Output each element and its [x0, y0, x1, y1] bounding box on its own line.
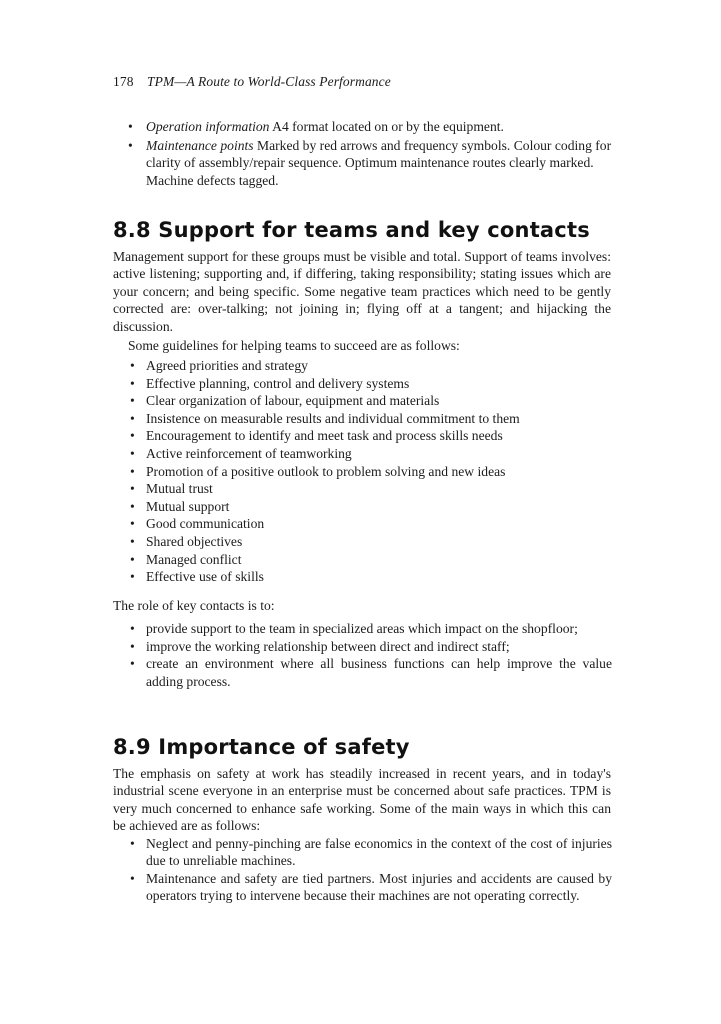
- list-item: • Managed conflict: [128, 551, 612, 569]
- list-item: • Mutual support: [128, 498, 612, 516]
- list-item: • Clear organization of labour, equipment and materials: [128, 392, 612, 410]
- list-item: • Maintenance and safety are tied partners. Most injuries and accidents are caused by operators trying to intervene because their machines are not operating correctly.: [128, 870, 612, 905]
- top-bullet-list: [126, 118, 613, 190]
- list-item: • provide support to the team in specialized areas which impact on the shopfloor;: [128, 620, 612, 638]
- guidelines-intro: Some guidelines for helping teams to succeed are as follows:: [128, 338, 460, 353]
- section-heading-safety: 8.9 Importance of safety: [113, 735, 410, 759]
- list-item: • Good communication: [128, 515, 612, 533]
- list-item: • Insistence on measurable results and individual commitment to them: [128, 410, 612, 428]
- list-item: • Neglect and penny-pinching are false economics in the context of the cost of injuries due to unreliable machines.: [128, 835, 612, 870]
- safety-intro-paragraph: The emphasis on safety at work has steadily increased in recent years, and in today's industrial scene everyone in an enterprise must be concerned about safe practices. TPM is very much concerned to enhance safe working. Some of the main ways in which this can be achieved are as follows:: [113, 766, 611, 834]
- running-head: [113, 74, 391, 90]
- list-item: • Effective planning, control and delivery systems: [128, 375, 612, 393]
- support-intro-paragraph: Management support for these groups must be visible and total. Support of teams involves: active listening; supporting and, if differing, taking responsibility; stating issues which are your concern; and being specific. Some negative team practices which need to be gently corrected are: over-talking; not joining in; flying off at a tangent; and hijacking the discussion.: [113, 249, 611, 334]
- list-item: • Promotion of a positive outlook to problem solving and new ideas: [128, 463, 612, 481]
- list-item: [126, 118, 613, 136]
- list-item: • Agreed priorities and strategy: [128, 357, 612, 375]
- role-intro: The role of key contacts is to:: [113, 598, 275, 613]
- bullet-text: Marked by red arrows and frequency symbols. Colour coding for clarity of assembly/repair sequence. Optimum maintenance routes clearly marked. Machine defects tagged.: [146, 137, 612, 188]
- list-item: • create an environment where all business functions can help improve the value adding process.: [128, 655, 612, 690]
- bullet-text: A4 format located on or by the equipment.: [269, 119, 504, 134]
- section-heading-support: 8.8 Support for teams and key contacts: [113, 218, 590, 242]
- bullet-lead: Operation information: [146, 119, 270, 134]
- list-item: • Effective use of skills: [128, 568, 612, 586]
- list-item: • improve the working relationship between direct and indirect staff;: [128, 638, 612, 656]
- key-contacts-role-list: [128, 620, 612, 690]
- list-item: • Encouragement to identify and meet task and process skills needs: [128, 427, 612, 445]
- guidelines-list: [128, 357, 612, 586]
- list-item: [126, 137, 613, 190]
- safety-points-list: [128, 835, 612, 905]
- list-item: • Shared objectives: [128, 533, 612, 551]
- list-item: • Active reinforcement of teamworking: [128, 445, 612, 463]
- bullet-lead: Maintenance points: [146, 137, 254, 153]
- book-title: TPM—A Route to World-Class Performance: [147, 74, 391, 89]
- list-item: • Mutual trust: [128, 480, 612, 498]
- page-number: 178: [113, 74, 134, 89]
